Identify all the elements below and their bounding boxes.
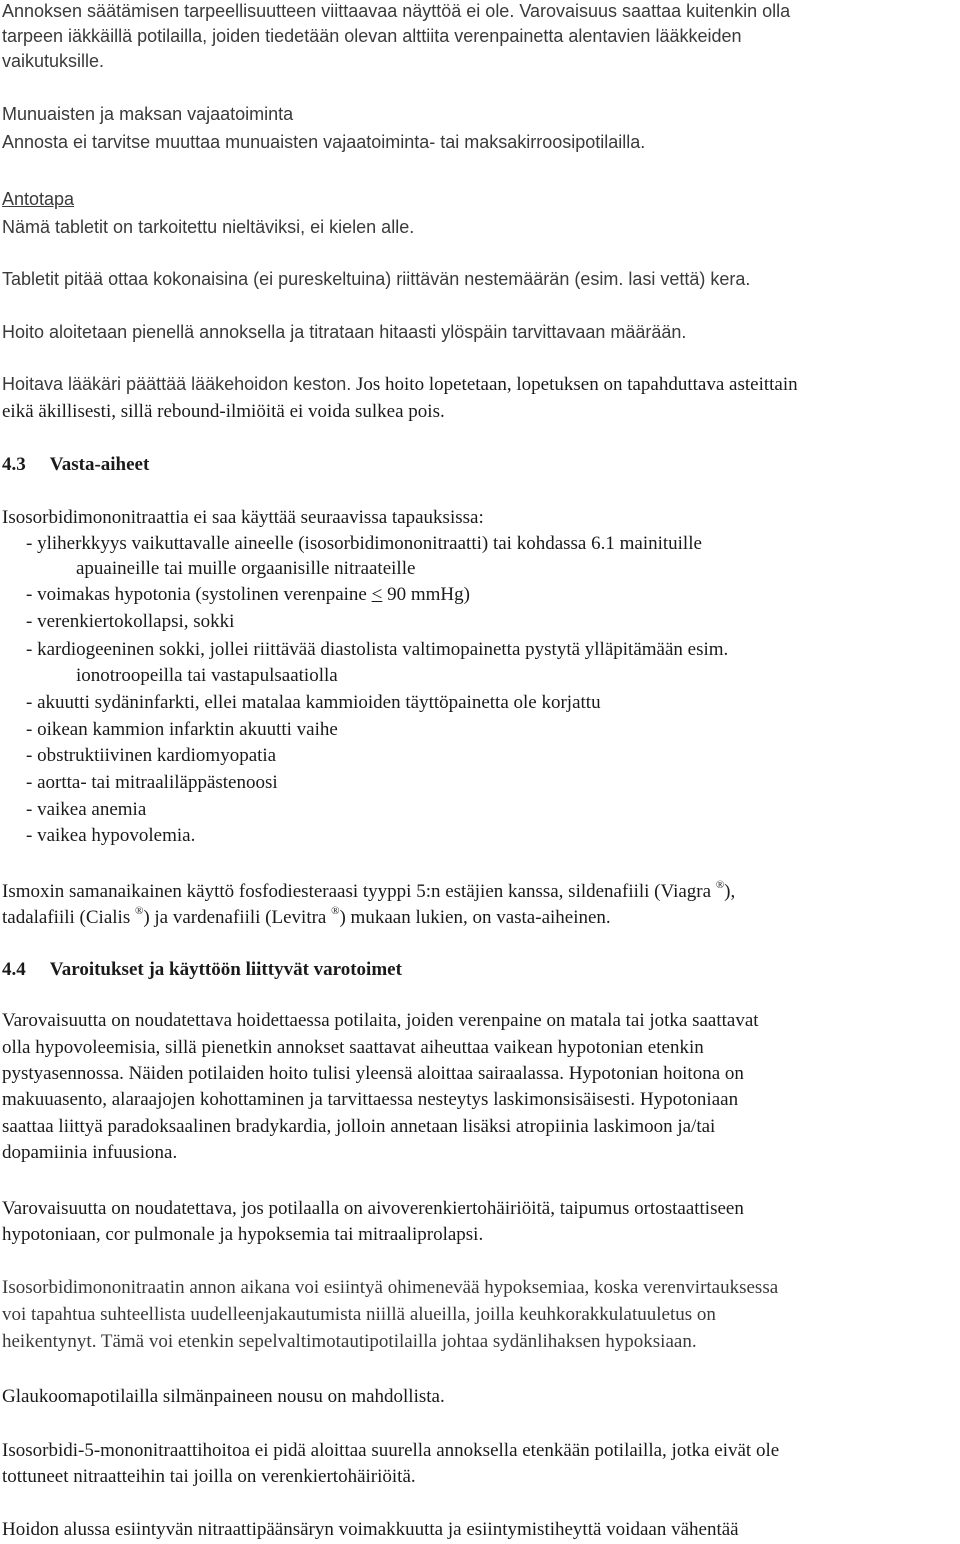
list-item-continuation: apuaineille tai muille orgaanisille nitraateille — [76, 558, 416, 579]
text-line: tottuneet nitraatteihin tai joilla on verenkiertohäiriöitä. — [2, 1466, 416, 1487]
text-segment: 90 mmHg) — [382, 584, 470, 605]
text-line — [2, 371, 798, 397]
section-heading-4-4 — [2, 957, 402, 983]
list-item: - vaikea hypovolemia. — [26, 825, 196, 846]
text-segment: - voimakas hypotonia (systolinen verenpaine — [26, 584, 372, 605]
text-line: Hoito aloitetaan pienellä annoksella ja titrataan hitaasti ylöspäin tarvittavaan määrään. — [2, 322, 687, 342]
text-segment: Ismoxin samanaikainen käyttö fosfodiesteraasi tyyppi 5:n estäjien kanssa, sildenafiili (Viagra — [2, 881, 716, 902]
list-item: - aortta- tai mitraaliläppästenoosi — [26, 772, 278, 793]
text-line — [2, 905, 611, 931]
text-line: Varovaisuutta on noudatettava, jos potilaalla on aivoverenkiertohäiriöitä, taipumus ortostaattiseen — [2, 1198, 744, 1219]
text-line: Glaukoomapotilailla silmänpaineen nousu on mahdollista. — [2, 1386, 445, 1407]
text-segment: ) ja vardenafiili (Levitra — [143, 907, 332, 928]
text-line: eikä äkillisesti, sillä rebound-ilmiöitä ei voida sulkea pois. — [2, 401, 445, 422]
section-number: 4.4 — [2, 959, 26, 980]
section-title: Varoitukset ja käyttöön liittyvät varotoimet — [49, 959, 402, 980]
text-line: Varovaisuutta on noudatettava hoidettaessa potilaita, joiden verenpaine on matala tai jotka saattavat — [2, 1010, 759, 1031]
section-heading-4-3 — [2, 452, 149, 478]
text-line — [2, 879, 735, 905]
list-item: - verenkiertokollapsi, sokki — [26, 611, 235, 632]
text-line: Isosorbidimononitraattia ei saa käyttää seuraavissa tapauksissa: — [2, 507, 484, 528]
text-line: dopamiinia infuusiona. — [2, 1142, 178, 1163]
text-line: pystyasennossa. Näiden potilaiden hoito tulisi yleensä aloittaa sairaalassa. Hypotonian hoitona on — [2, 1063, 744, 1084]
text-line: makuuasento, alaraajojen kohottaminen ja tarvittaessa nesteytys laskimonsisäisesti. Hypotoniaan — [2, 1089, 739, 1110]
list-item: - obstruktiivinen kardiomyopatia — [26, 745, 277, 766]
text-line: Nämä tabletit on tarkoitettu nieltäviksi, ei kielen alle. — [2, 217, 415, 237]
section-number: 4.3 — [2, 454, 26, 475]
registered-mark: ® — [134, 904, 144, 917]
list-item — [26, 582, 470, 608]
text-line: Isosorbidimononitraatin annon aikana voi esiintyä ohimenevää hypoksemiaa, koska verenvirtauksessa — [2, 1277, 779, 1298]
text-line: Tabletit pitää ottaa kokonaisina (ei pureskeltuina) riittävän nestemäärän (esim. lasi vettä) kera. — [2, 269, 751, 289]
text-line: Isosorbidi-5-mononitraattihoitoa ei pidä aloittaa suurella annoksella etenkään potilailla, jotka eivät ole — [2, 1440, 780, 1461]
list-item: - vaikea anemia — [26, 799, 147, 820]
text-line: hypotoniaan, cor pulmonale ja hypoksemia tai mitraaliprolapsi. — [2, 1224, 484, 1245]
section-title: Vasta-aiheet — [49, 454, 150, 475]
list-item: - akuutti sydäninfarkti, ellei matalaa kammioiden täyttöpainetta ole korjattu — [26, 692, 601, 713]
section-heading-renal-hepatic: Munuaisten ja maksan vajaatoiminta — [2, 104, 294, 124]
registered-mark: ® — [331, 904, 340, 917]
text-line: Hoidon alussa esiintyvän nitraattipäänsäryn voimakkuutta ja esiintymistiheyttä voidaan vähentää — [2, 1519, 739, 1540]
list-item: - kardiogeeninen sokki, jollei riittävää diastolista valtimopainetta pystytä ylläpitämään esim. — [26, 639, 729, 660]
text-segment: ), — [724, 881, 736, 902]
text-segment: ) mukaan lukien, on vasta-aiheinen. — [339, 907, 611, 928]
list-item: - oikean kammion infarktin akuutti vaihe — [26, 719, 338, 740]
less-equal-symbol: < — [371, 584, 383, 605]
text-line: olla hypovoleemisia, sillä pienetkin annokset saattavat aiheuttaa vaikean hypotonian etenkin — [2, 1037, 704, 1058]
text-segment: Jos hoito lopetetaan, lopetuksen on tapahduttava asteittain — [351, 374, 798, 395]
registered-mark: ® — [715, 878, 725, 891]
text-segment: Hoitava lääkäri päättää lääkehoidon keston. — [2, 374, 352, 394]
text-line: saattaa liittyä paradoksaalinen bradykardia, jolloin annetaan lisäksi atropiinia laskimoon ja/tai — [2, 1116, 716, 1137]
text-line: vaikutuksille. — [2, 51, 105, 71]
text-line: Annosta ei tarvitse muuttaa munuaisten vajaatoiminta- tai maksakirroosipotilailla. — [2, 132, 646, 152]
section-heading-administration: Antotapa — [2, 189, 75, 209]
list-item-continuation: ionotroopeilla tai vastapulsaatiolla — [76, 665, 338, 686]
list-item: - yliherkkyys vaikuttavalle aineelle (isosorbidimononitraatti) tai kohdassa 6.1 mainituille — [26, 533, 702, 554]
text-line: heikentynyt. Tämä voi etenkin sepelvaltimotautipotilailla johtaa sydänlihaksen hypoksiaan. — [2, 1331, 697, 1352]
text-line: voi tapahtua suhteellista uudelleenjakautumista niillä alueilla, joilla keuhkorakkulatuuletus on — [2, 1304, 716, 1325]
text-line: tarpeen iäkkäillä potilailla, joiden tiedetään olevan alttiita verenpainetta alentavien lääkkeiden — [2, 26, 742, 46]
text-line: Annoksen säätämisen tarpeellisuutteen viittaavaa näyttöä ei ole. Varovaisuus saattaa kuitenkin olla — [2, 1, 791, 21]
text-segment: tadalafiili (Cialis — [2, 907, 135, 928]
